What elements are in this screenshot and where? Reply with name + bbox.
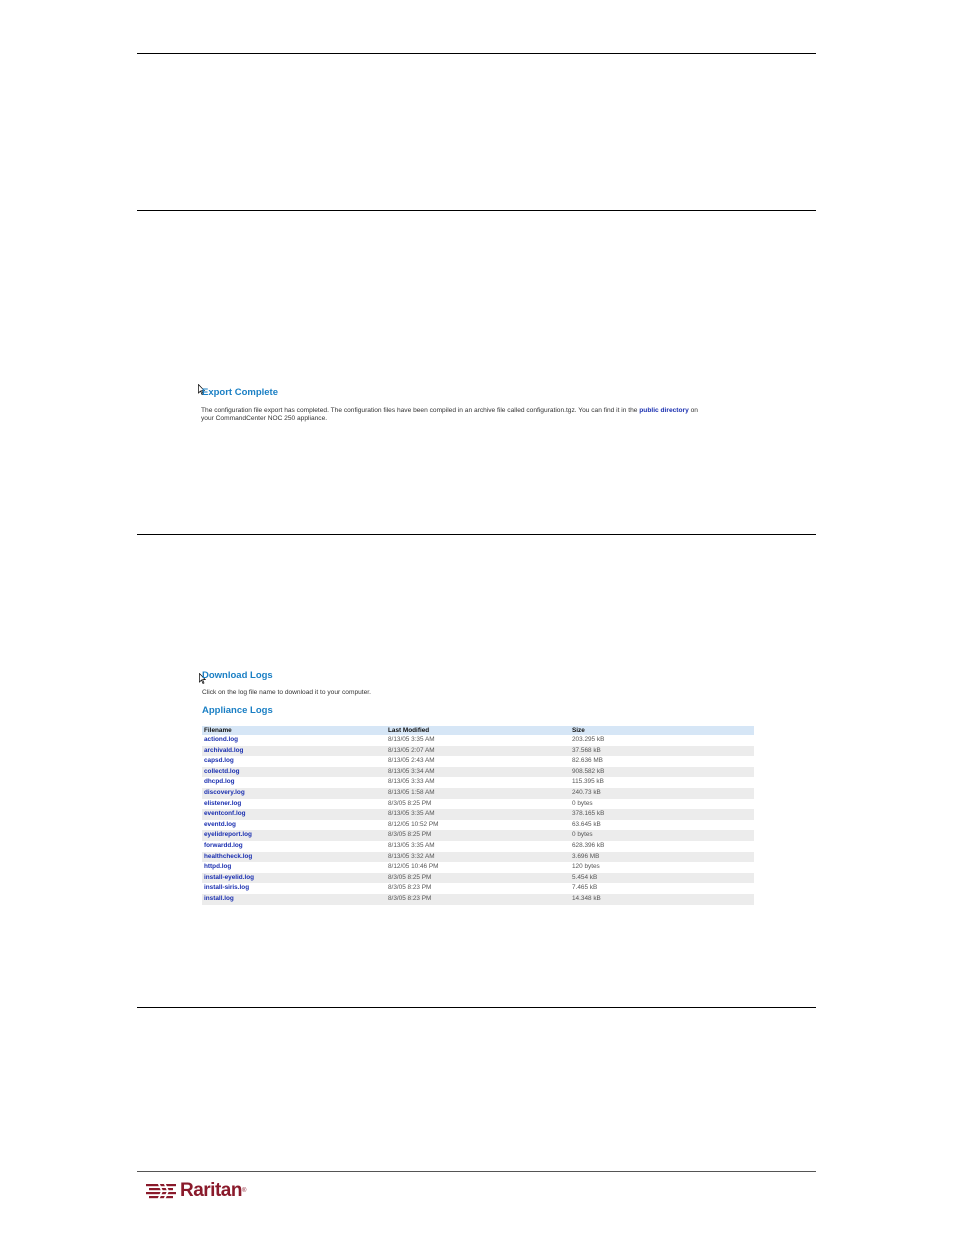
log-size: 5.454 kB — [570, 873, 754, 884]
log-last-modified: 8/3/05 8:25 PM — [386, 873, 570, 884]
log-filename-link[interactable]: healthcheck.log — [202, 852, 386, 863]
table-row — [202, 788, 754, 799]
log-last-modified: 8/12/05 10:46 PM — [388, 863, 439, 871]
log-filename-link[interactable]: eventd.log — [204, 820, 236, 828]
log-size: 37.568 kB — [570, 746, 754, 757]
log-last-modified: 8/13/05 3:35 AM — [386, 809, 570, 820]
log-last-modified: 8/13/05 2:07 AM — [386, 746, 570, 757]
log-filename-link[interactable]: install-eyelid.log — [202, 873, 386, 884]
log-filename-link[interactable]: dhcpd.log — [204, 778, 235, 786]
export-message-line2: your CommandCenter NOC 250 appliance. — [201, 415, 328, 422]
log-last-modified: 8/12/05 10:52 PM — [388, 820, 439, 828]
export-message-text: The configuration file export has completed. The configuration files have been compiled in an archive file called configuration.tgz. You can find it in the — [201, 407, 638, 414]
log-size: 628.396 kB — [572, 841, 605, 849]
table-row — [202, 852, 754, 863]
table-row — [202, 862, 754, 873]
log-size: 908.582 kB — [570, 767, 754, 778]
log-size: 0 bytes — [572, 799, 593, 807]
log-filename-link[interactable]: collectd.log — [202, 767, 386, 778]
log-size: 14.348 kB — [570, 894, 754, 905]
footer-rule — [137, 1171, 816, 1172]
log-filename-link[interactable]: eventconf.log — [202, 809, 386, 820]
log-last-modified: 8/3/05 8:23 PM — [388, 884, 432, 892]
log-filename-link[interactable]: discovery.log — [202, 788, 386, 799]
table-row — [202, 820, 754, 831]
log-filename-link[interactable]: forwardd.log — [204, 841, 243, 849]
section-rule-2 — [137, 534, 816, 535]
log-size: 7.465 kB — [572, 884, 598, 892]
log-last-modified: 8/13/05 2:43 AM — [388, 757, 435, 765]
column-size[interactable]: Size — [570, 726, 754, 735]
log-last-modified: 8/13/05 3:34 AM — [386, 767, 570, 778]
log-last-modified: 8/13/05 3:33 AM — [388, 778, 435, 786]
log-filename-link[interactable]: elistener.log — [204, 799, 242, 807]
log-last-modified: 8/13/05 3:35 AM — [388, 841, 435, 849]
log-filename-link[interactable]: actiond.log — [204, 736, 239, 743]
header-rule — [137, 53, 816, 54]
log-filename-link[interactable]: archivald.log — [202, 746, 386, 757]
log-last-modified: 8/3/05 8:23 PM — [386, 894, 570, 905]
log-filename-link[interactable]: eyelidreport.log — [202, 830, 386, 841]
table-row — [202, 873, 754, 884]
log-last-modified: 8/13/05 3:35 AM — [388, 736, 435, 743]
section-rule-1 — [137, 210, 816, 211]
section-rule-3 — [137, 1007, 816, 1008]
log-last-modified: 8/3/05 8:25 PM — [388, 799, 432, 807]
download-instruction: Click on the log file name to download it to your computer. — [202, 689, 371, 696]
log-size: 240.73 kB — [570, 788, 754, 799]
table-row — [202, 799, 754, 810]
table-row — [202, 777, 754, 788]
table-row — [202, 746, 754, 757]
column-last-modified[interactable]: Last Modified — [386, 726, 570, 735]
export-message-line1 — [201, 407, 698, 415]
log-size: 3.696 MB — [570, 852, 754, 863]
log-size: 115.395 kB — [572, 778, 604, 786]
log-last-modified: 8/13/05 3:32 AM — [386, 852, 570, 863]
raritan-logo — [146, 1180, 246, 1202]
logs-table-header — [202, 726, 754, 735]
table-row — [202, 894, 754, 905]
log-size: 120 bytes — [572, 863, 600, 871]
log-last-modified: 8/13/05 1:58 AM — [386, 788, 570, 799]
log-last-modified: 8/3/05 8:25 PM — [386, 830, 570, 841]
column-filename[interactable]: Filename — [202, 726, 386, 735]
table-row — [202, 767, 754, 778]
raritan-logo-text: Raritan — [180, 1180, 242, 1201]
appliance-logs-title: Appliance Logs — [202, 705, 273, 716]
log-size: 0 bytes — [570, 830, 754, 841]
log-filename-link[interactable]: httpd.log — [204, 863, 232, 871]
public-directory-link[interactable]: public directory — [639, 407, 689, 414]
raritan-logo-mark-icon — [146, 1182, 176, 1200]
log-size: 82.636 MB — [572, 757, 603, 765]
raritan-registered-mark: ® — [241, 1188, 247, 1194]
log-filename-link[interactable]: install-siris.log — [204, 884, 250, 892]
table-row — [202, 809, 754, 820]
log-size: 203.295 kB — [572, 736, 605, 743]
log-size: 63.645 kB — [572, 820, 601, 828]
export-message-on: on — [690, 407, 698, 414]
log-size: 378.165 kB — [570, 809, 754, 820]
log-filename-link[interactable]: install.log — [202, 894, 386, 905]
table-row — [202, 735, 754, 746]
table-row — [202, 841, 754, 852]
log-filename-link[interactable]: capsd.log — [204, 757, 234, 765]
table-row — [202, 830, 754, 841]
table-row — [202, 883, 754, 894]
logs-table — [202, 726, 754, 905]
export-complete-title: Export Complete — [202, 387, 279, 398]
download-logs-title: Download Logs — [202, 670, 273, 681]
table-row — [202, 756, 754, 767]
